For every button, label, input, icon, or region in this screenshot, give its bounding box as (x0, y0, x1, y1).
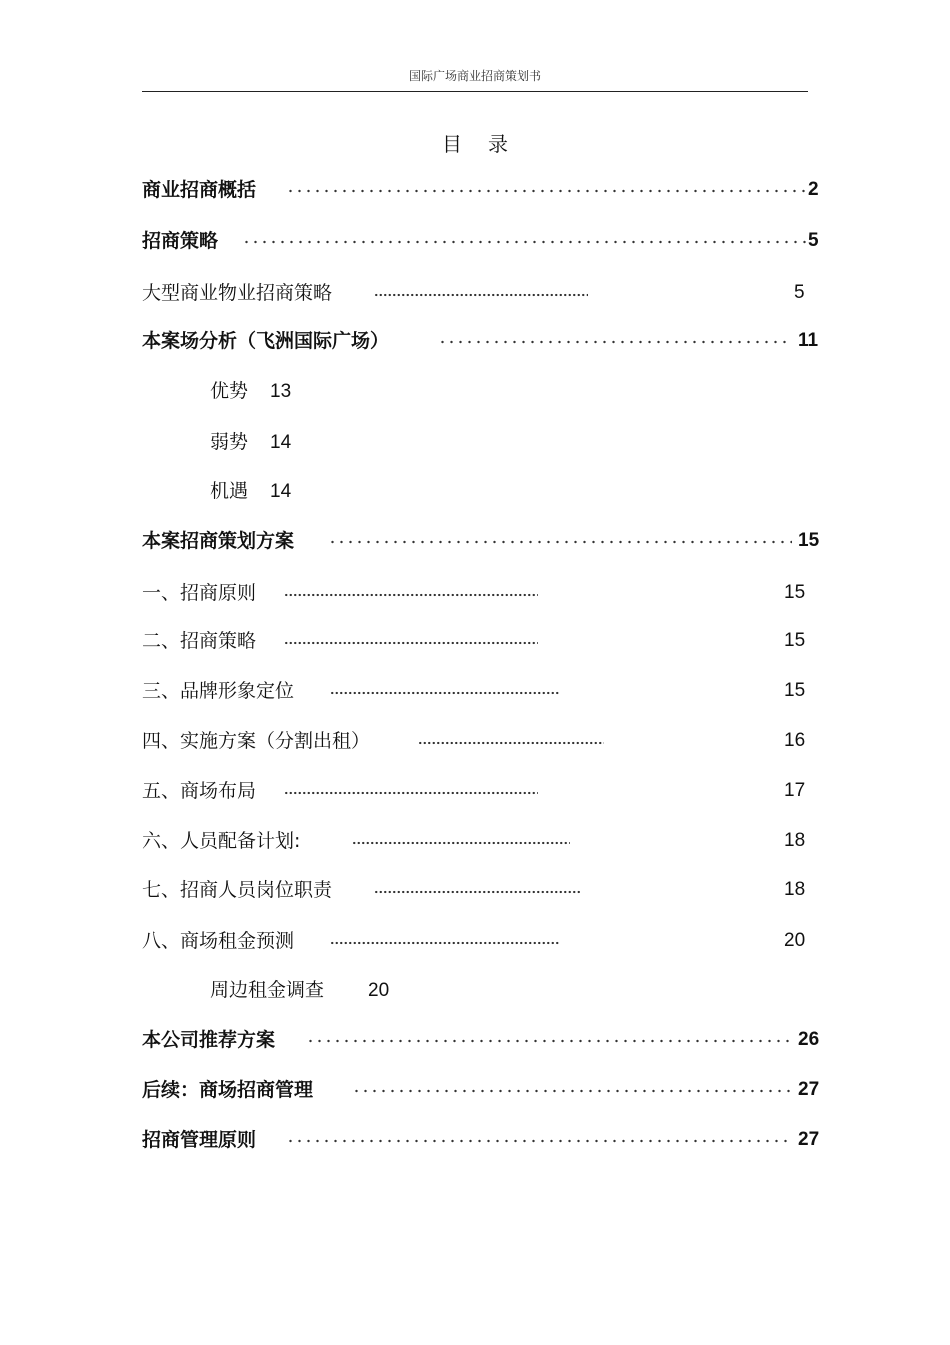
toc-leader-dots (328, 540, 792, 544)
toc-entry-page: 26 (798, 1029, 820, 1050)
toc-entry-label: 三、品牌形象定位 (142, 680, 295, 702)
toc-entry-page: 15 (784, 680, 806, 701)
toc-entry-page: 11 (798, 330, 819, 351)
toc-entry[interactable] (142, 776, 822, 806)
toc-leader-dots (242, 240, 806, 244)
toc-leader-dots (284, 791, 538, 795)
toc-entry-label: 商业招商概括 (142, 179, 257, 201)
toc-entry-page: 20 (368, 980, 390, 1001)
toc-entry-label: 招商策略 (142, 230, 219, 252)
toc-leader-dots (306, 1039, 792, 1043)
toc-entry[interactable] (142, 278, 822, 308)
toc-leader-dots (418, 741, 604, 745)
toc-entry-page: 16 (784, 730, 806, 751)
toc-leader-dots (374, 293, 588, 297)
toc-entry-label: 七、招商人员岗位职责 (142, 879, 333, 901)
toc-entry[interactable] (142, 326, 822, 356)
toc-entry-page: 13 (270, 381, 292, 402)
toc-entry-page: 20 (784, 930, 806, 951)
toc-entry-page: 5 (794, 282, 805, 303)
toc-entry-page: 14 (270, 481, 292, 502)
toc-entry[interactable] (142, 926, 822, 956)
toc-leader-dots (330, 941, 560, 945)
toc-entry-label: 机遇 (210, 480, 249, 502)
toc-entry-label: 招商管理原则 (142, 1129, 257, 1151)
toc-entry-page: 15 (798, 530, 820, 551)
toc-entry[interactable] (210, 427, 291, 457)
toc-entry[interactable] (142, 875, 822, 905)
toc-entry-page: 2 (808, 179, 819, 200)
toc-entry-page: 18 (784, 879, 806, 900)
toc-entry-label: 本案场分析（飞洲国际广场） (142, 330, 390, 352)
toc-entry[interactable] (142, 1075, 822, 1105)
toc-entry-label: 六、人员配备计划: (142, 830, 301, 852)
toc-entry-label: 后续：商场招商管理 (142, 1079, 314, 1101)
toc-leader-dots (286, 189, 806, 193)
toc-entry-label: 本案招商策划方案 (142, 530, 295, 552)
toc-entry[interactable] (142, 1025, 822, 1055)
toc-entry[interactable] (142, 626, 822, 656)
toc-entry[interactable] (142, 226, 822, 256)
toc-leader-dots (330, 691, 560, 695)
header-divider (142, 91, 808, 92)
toc-entry-label: 周边租金调查 (210, 979, 325, 1001)
toc-entry-label: 八、商场租金预测 (142, 930, 295, 952)
toc-leader-dots (438, 340, 792, 344)
toc-entry[interactable] (142, 826, 822, 856)
toc-entry-label: 优势 (210, 380, 249, 402)
toc-entry[interactable] (210, 975, 389, 1005)
toc-entry[interactable] (142, 526, 822, 556)
toc-entry-page: 27 (798, 1079, 820, 1100)
toc-title: 目录 (442, 132, 534, 156)
toc-entry-page: 17 (784, 780, 806, 801)
toc-entry[interactable] (142, 676, 822, 706)
toc-entry-label: 五、商场布局 (142, 780, 257, 802)
toc-leader-dots (284, 641, 538, 645)
toc-entry[interactable] (210, 476, 291, 506)
toc-entry-page: 14 (270, 432, 292, 453)
toc-entry[interactable] (142, 175, 822, 205)
toc-entry-label: 大型商业物业招商策略 (142, 282, 333, 304)
toc-leader-dots (286, 1139, 792, 1143)
toc-entry[interactable] (210, 376, 291, 406)
toc-entry-page: 15 (784, 582, 806, 603)
toc-entry-label: 二、招商策略 (142, 630, 257, 652)
toc-entry-page: 18 (784, 830, 806, 851)
toc-entry-page: 5 (808, 230, 819, 251)
toc-entry-label: 四、实施方案（分割出租） (142, 730, 371, 752)
running-header: 国际广场商业招商策划书 (408, 69, 541, 83)
toc-entry[interactable] (142, 1125, 822, 1155)
toc-entry[interactable] (142, 578, 822, 608)
toc-entry[interactable] (142, 726, 822, 756)
toc-leader-dots (374, 890, 582, 894)
toc-leader-dots (352, 1089, 792, 1093)
toc-entry-label: 一、招商原则 (142, 582, 257, 604)
toc-entry-page: 27 (798, 1129, 820, 1150)
toc-entry-label: 弱势 (210, 431, 249, 453)
toc-leader-dots (352, 841, 570, 845)
toc-entry-label: 本公司推荐方案 (142, 1029, 276, 1051)
toc-entry-page: 15 (784, 630, 806, 651)
toc-leader-dots (284, 593, 538, 597)
